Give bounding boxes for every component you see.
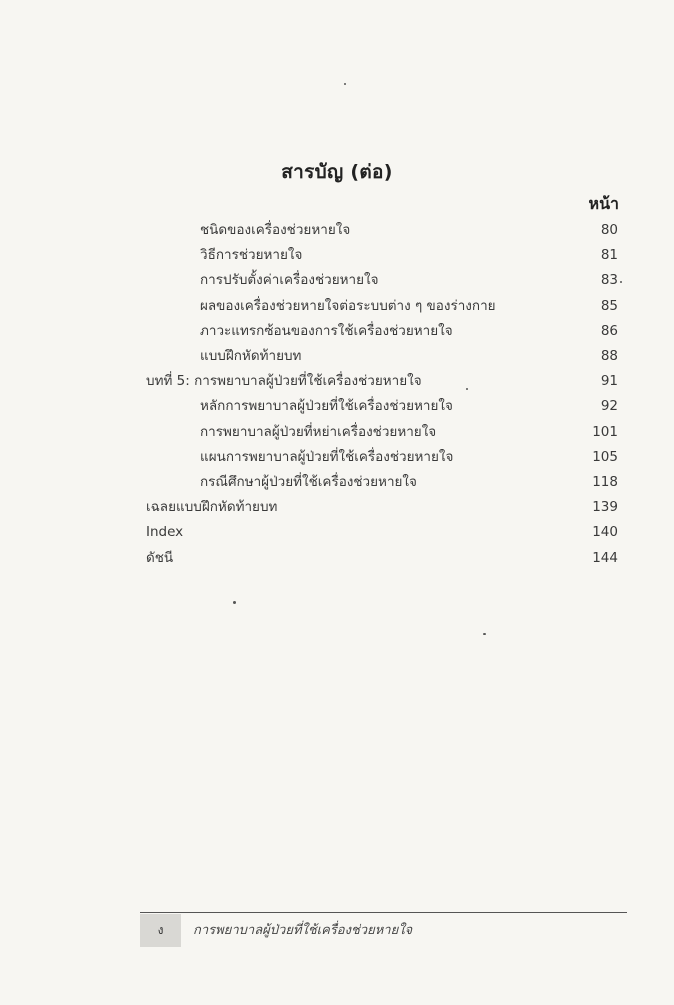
toc-entry	[0, 470, 674, 495]
toc-entry	[0, 369, 674, 394]
toc-entry-title: Index	[146, 524, 184, 541]
toc-entry	[0, 394, 674, 419]
toc-entry-page-number: 144	[592, 549, 618, 566]
scan-speck	[620, 281, 622, 283]
toc-entry-page-number: 86	[600, 322, 618, 339]
toc-entry-page-number: 91	[600, 373, 618, 390]
toc-entry-title: วิธีการช่วยหายใจ	[200, 247, 303, 264]
toc-entry-title: ดัชนี	[146, 549, 174, 566]
scan-speck	[344, 83, 346, 85]
toc-entry-page-number: 88	[600, 348, 618, 364]
toc-entry-title: การพยาบาลผู้ป่วยที่หย่าเครื่องช่วยหายใจ	[200, 423, 437, 440]
toc-entry-title: แบบฝึกหัดท้ายบท	[200, 348, 302, 364]
toc-entry-title: กรณีศึกษาผู้ป่วยที่ใช้เครื่องช่วยหายใจ	[200, 474, 417, 490]
toc-entry-title: แผนการพยาบาลผู้ป่วยที่ใช้เครื่องช่วยหายใจ	[200, 448, 454, 465]
toc-entry	[0, 546, 674, 571]
scan-speck	[466, 388, 468, 390]
toc-entry-title: บทที่ 5: การพยาบาลผู้ป่วยที่ใช้เครื่องช่วยหายใจ	[146, 373, 422, 390]
footer-running-title: การพยาบาลผู้ป่วยที่ใช้เครื่องช่วยหายใจ	[193, 923, 413, 938]
toc-entry-page-number: 80	[600, 222, 618, 238]
toc-entry-title: ชนิดของเครื่องช่วยหายใจ	[200, 222, 351, 238]
scan-speck	[483, 633, 486, 635]
toc-entry-page-number: 92	[600, 398, 618, 415]
toc-entry-page-number: 83	[600, 272, 618, 289]
toc-entry-title: หลักการพยาบาลผู้ป่วยที่ใช้เครื่องช่วยหายใจ	[200, 398, 453, 415]
toc-entry-page-number: 140	[592, 524, 618, 541]
toc-entry	[0, 319, 674, 344]
toc-entry	[0, 420, 674, 445]
toc-entry	[0, 520, 674, 545]
toc-entry-page-number: 139	[592, 499, 618, 516]
page-column-header: หน้า	[588, 194, 619, 213]
toc-entry	[0, 268, 674, 293]
scan-speck	[233, 601, 236, 604]
page-title: สารบัญ (ต่อ)	[281, 161, 393, 183]
toc-entry-title: ภาวะแทรกซ้อนของการใช้เครื่องช่วยหายใจ	[200, 322, 453, 339]
toc-entry-page-number: 85	[600, 297, 618, 314]
toc-entry-page-number: 81	[600, 247, 618, 264]
footer-page-number: ง	[140, 914, 181, 947]
toc-entry-page-number: 101	[592, 423, 618, 440]
toc-entry	[0, 294, 674, 319]
toc-entry	[0, 445, 674, 470]
toc-entry-page-number: 105	[592, 448, 618, 465]
toc-entry-title: เฉลยแบบฝึกหัดท้ายบท	[146, 499, 278, 516]
toc-entry	[0, 243, 674, 268]
toc-entry	[0, 495, 674, 520]
toc-entry-title: การปรับตั้งค่าเครื่องช่วยหายใจ	[200, 272, 379, 289]
toc-entry-title: ผลของเครื่องช่วยหายใจต่อระบบต่าง ๆ ของร่างกาย	[200, 297, 496, 314]
toc-entry	[0, 344, 674, 369]
footer-divider	[140, 912, 627, 913]
toc-entry-page-number: 118	[592, 474, 618, 490]
toc-entry	[0, 218, 674, 243]
